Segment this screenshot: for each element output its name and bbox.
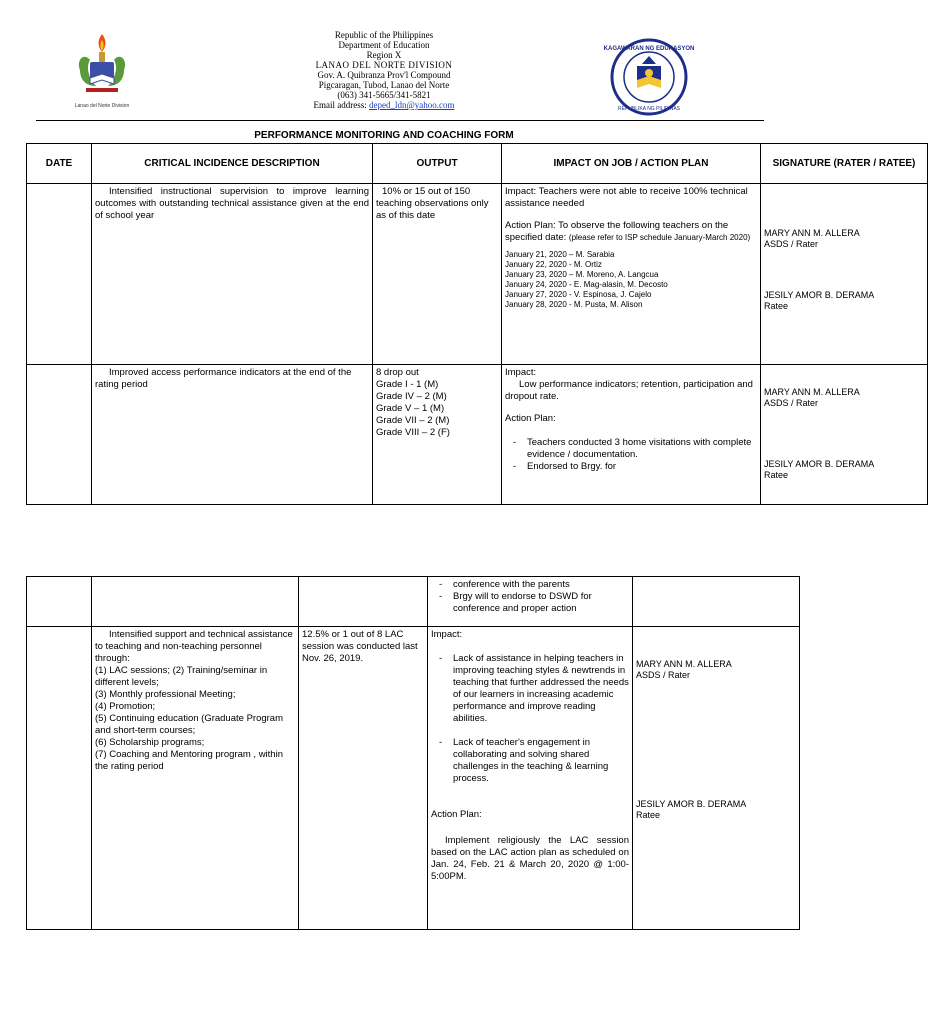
ratee-role: Ratee (764, 470, 789, 480)
header-line: Republic of the Philippines (334, 30, 434, 40)
action-plan-note: (please refer to ISP schedule January-March 2020) (568, 233, 751, 242)
col-output: OUTPUT (373, 144, 502, 184)
output-text: 10% or 15 out of 150 teaching observations only as of this date (376, 186, 489, 221)
critical-line: (6) Scholarship programs; (95, 737, 205, 748)
ratee-name: JESILY AMOR B. DERAMA (764, 290, 875, 300)
signature-cell (761, 184, 928, 365)
list-item: - Lack of assistance in helping teachers in improving teaching styles & newtrends in teaching that further addressed the needs of our learners in increasing academic performance and improve reading abilities. (453, 653, 629, 725)
critical-cell (92, 365, 373, 505)
header-line: Department of Education (338, 40, 430, 50)
col-impact: IMPACT ON JOB / ACTION PLAN (502, 144, 761, 184)
critical-cell (92, 577, 299, 627)
output-line: Grade IV – 2 (M) (376, 391, 447, 402)
rater-name: MARY ANN M. ALLERA (636, 659, 732, 669)
email-link[interactable]: deped_ldn@yahoo.com (368, 100, 455, 110)
col-critical: CRITICAL INCIDENCE DESCRIPTION (92, 144, 373, 184)
output-cell (299, 577, 428, 627)
critical-line: (1) LAC sessions; (2) Training/seminar in different levels; (95, 665, 268, 688)
header-line: (063) 341-5665/341-5821 (337, 90, 431, 100)
output-cell (373, 365, 502, 505)
action-list (431, 579, 629, 615)
date-cell (27, 184, 92, 365)
rater-name: MARY ANN M. ALLERA (764, 228, 860, 238)
signature-cell (633, 627, 800, 930)
action-list (505, 437, 757, 473)
output-line: Grade I - 1 (M) (376, 379, 439, 390)
critical-text: Improved access performance indicators at the end of the rating period (95, 367, 352, 390)
list-item: January 22, 2020 - M. Ortiz (505, 260, 602, 269)
header-line: Region X (366, 50, 402, 60)
email-label: Email address: (313, 100, 369, 110)
impact-cell (428, 627, 633, 930)
output-line: 8 drop out (376, 367, 419, 378)
output-line: Grade VIII – 2 (F) (376, 427, 450, 438)
table-row (27, 577, 800, 627)
output-cell (373, 184, 502, 365)
table-header-row (27, 144, 928, 184)
form-title: PERFORMANCE MONITORING AND COACHING FORM (254, 130, 514, 141)
list-item: January 24, 2020 - E. Mag-alasin, M. Decosto (505, 280, 668, 289)
list-item: January 28, 2020 - M. Pusta, M. Alison (505, 300, 643, 309)
rater-role: ASDS / Rater (764, 398, 819, 408)
col-signature: SIGNATURE (RATER / RATEE) (761, 144, 928, 184)
output-text: 12.5% or 1 out of 8 LAC session was conducted last Nov. 26, 2019. (302, 629, 418, 664)
critical-text: Intensified instructional supervision to improve learning outcomes with outstanding technical assistance given at the end of school year (95, 186, 369, 221)
impact-label: Impact: (505, 367, 537, 378)
list-item: January 21, 2020 – M. Sarabia (505, 250, 615, 259)
critical-line: (5) Continuing education (Graduate Program and short-term courses; (95, 713, 283, 736)
output-line: Grade VII – 2 (M) (376, 415, 450, 426)
monitoring-table-page1 (26, 143, 928, 505)
list-item: - Teachers conducted 3 home visitations with complete evidence / documentation. (527, 437, 757, 461)
critical-line: Intensified support and technical assistance to teaching and non-teaching personnel through: (95, 629, 293, 664)
list-item: - Endorsed to Brgy. for (527, 461, 757, 473)
list-item: January 27, 2020 - V. Espinosa, J. Cajelo (505, 290, 652, 299)
impact-cell (502, 184, 761, 365)
date-cell (27, 577, 92, 627)
signature-cell (761, 365, 928, 505)
schedule-list (505, 250, 757, 310)
rater-role: ASDS / Rater (764, 239, 819, 249)
action-text: Implement religiously the LAC session based on the LAC action plan as scheduled on Jan. 24, Feb. 21 & March 20, 2020 @ 1:00-5:00PM. (431, 835, 629, 882)
monitoring-table-page2 (26, 576, 800, 930)
table-row (27, 627, 800, 930)
header-line: Pigcaragan, Tubod, Lanao del Norte (318, 80, 450, 90)
email-line (0, 100, 768, 110)
ratee-role: Ratee (636, 810, 661, 820)
impact-cell (428, 577, 633, 627)
list-item: - Brgy will to endorse to DSWD for conference and proper action (453, 591, 629, 615)
list-item-text: conference with the parents (453, 579, 570, 590)
action-plan (505, 220, 757, 244)
impact-label: Impact: (431, 629, 463, 640)
col-date: DATE (27, 144, 92, 184)
date-cell (27, 365, 92, 505)
ratee-name: JESILY AMOR B. DERAMA (636, 799, 747, 809)
document-header (0, 30, 768, 110)
header-line: Gov. A. Quibranza Prov'l Compound (317, 70, 451, 80)
table-row (27, 365, 928, 505)
ratee-name: JESILY AMOR B. DERAMA (764, 459, 875, 469)
action-plan-text: Action Plan: To observe the following teachers on the specified date: (505, 220, 729, 243)
action-label: Action Plan: (505, 413, 556, 424)
rater-role: ASDS / Rater (636, 670, 691, 680)
impact-list (431, 653, 629, 785)
impact-cell (502, 365, 761, 505)
ratee-role: Ratee (764, 301, 789, 311)
header-rule (36, 120, 764, 121)
output-line: Grade V – 1 (M) (376, 403, 445, 414)
svg-text:KAGAWARAN NG EDUKASYON: KAGAWARAN NG EDUKASYON (603, 46, 695, 52)
action-label: Action Plan: (431, 809, 482, 820)
critical-cell (92, 627, 299, 930)
svg-text:REPUBLIKA NG PILIPINAS: REPUBLIKA NG PILIPINAS (618, 106, 680, 112)
critical-line: (3) Monthly professional Meeting; (95, 689, 236, 700)
header-line: LANAO DEL NORTE DIVISION (315, 60, 453, 70)
date-cell (27, 627, 92, 930)
critical-line: (7) Coaching and Mentoring program , within the rating period (95, 749, 283, 772)
signature-cell (633, 577, 800, 627)
rater-name: MARY ANN M. ALLERA (764, 387, 860, 397)
table-row (27, 184, 928, 365)
list-item: January 23, 2020 – M. Moreno, A. Langcua (505, 270, 659, 279)
critical-line: (4) Promotion; (95, 701, 156, 712)
list-item (453, 579, 629, 591)
impact-text: Low performance indicators; retention, participation and dropout rate. (505, 379, 753, 402)
impact-text: Impact: Teachers were not able to receive 100% technical assistance needed (505, 186, 748, 209)
critical-cell (92, 184, 373, 365)
logo-caption: Lanao del Norte Division (74, 103, 130, 109)
list-item: - Lack of teacher's engagement in collaborating and solving shared challenges in the teaching & learning process. (453, 737, 629, 785)
output-cell (299, 627, 428, 930)
